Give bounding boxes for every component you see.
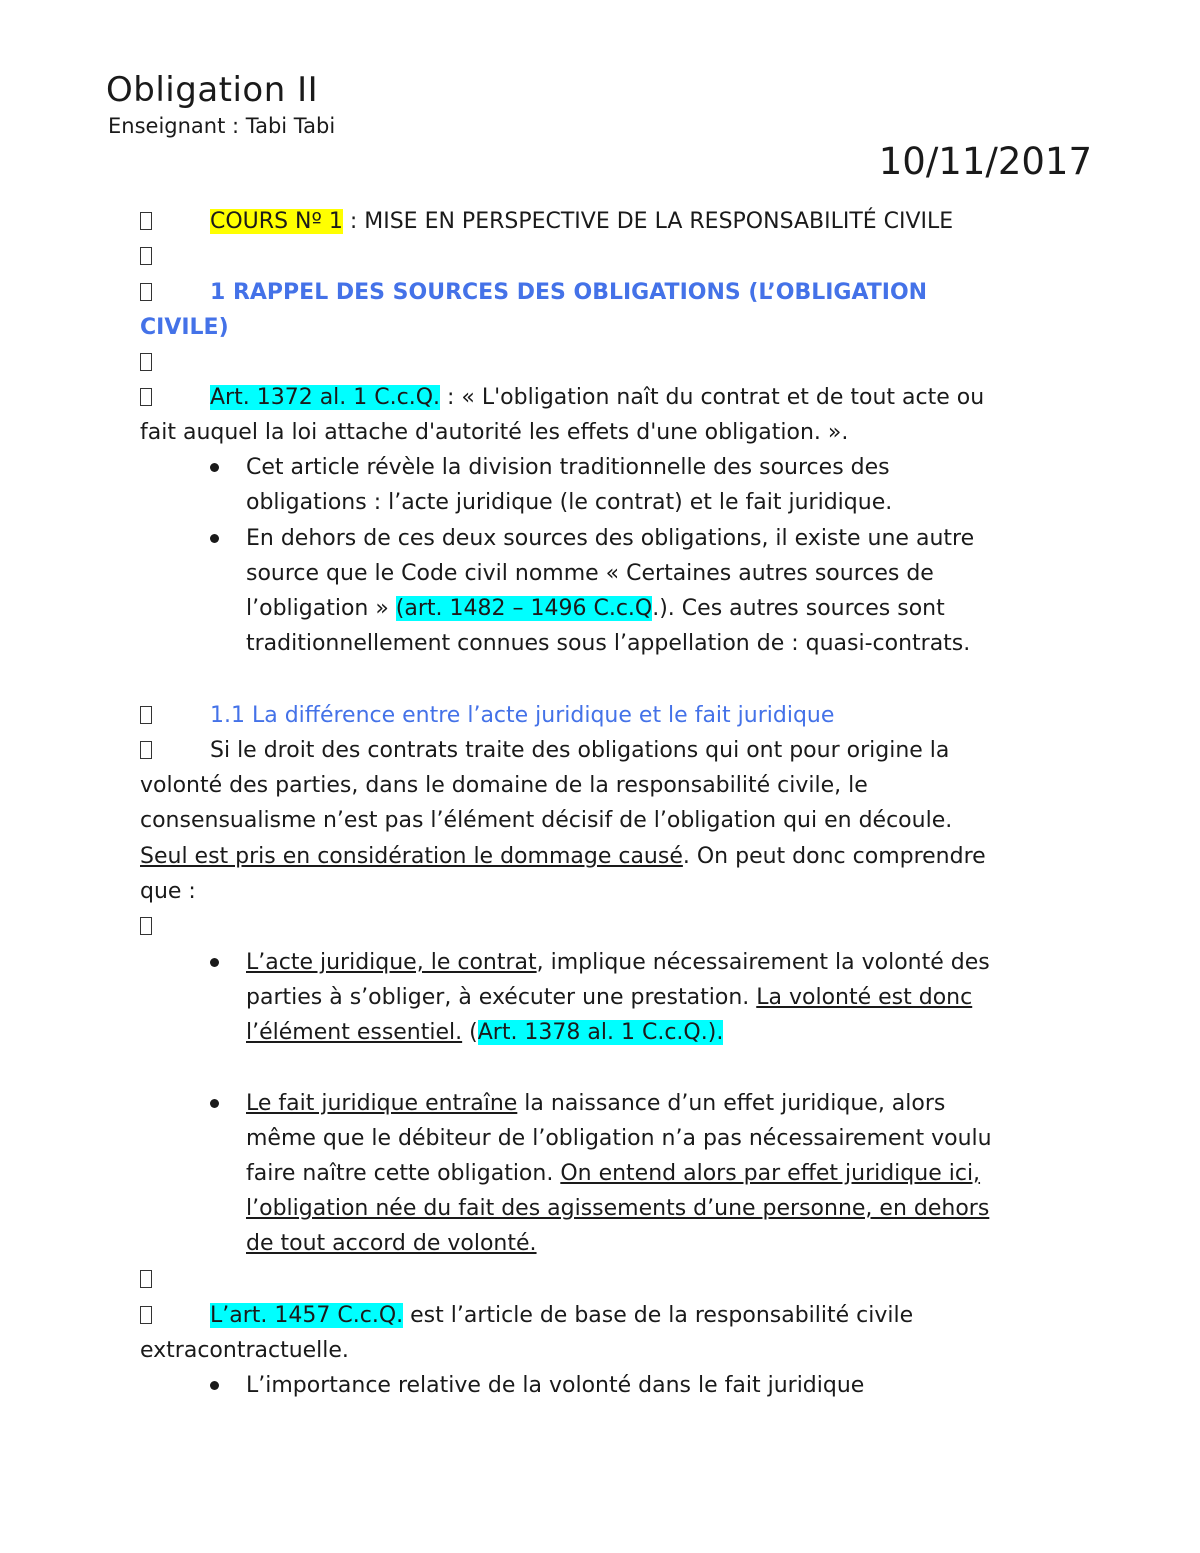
bullet-box-icon bbox=[140, 1270, 152, 1288]
art-1482-ref: (art. 1482 – 1496 C.c.Q bbox=[395, 596, 653, 621]
bullet-dot-icon bbox=[210, 958, 219, 967]
list-item: L’importance relative de la volonté dans le fait juridique bbox=[246, 1373, 865, 1398]
list-item: L’acte juridique, le contrat, implique nécessairement la volonté des parties à s’obliger, à exécuter une prestation. La volonté est donc l’élément essentiel. (Art. 1378 al. 1 C.c.Q.). bbox=[246, 950, 990, 1045]
bullet-box-icon bbox=[140, 1306, 152, 1324]
paragraph-line: Seul est pris en considération le dommage causé. On peut donc comprendre bbox=[140, 844, 986, 869]
section-1-heading: 1 RAPPEL DES SOURCES DES OBLIGATIONS (L’OBLIGATION bbox=[140, 275, 1070, 310]
art-1457-line: L’art. 1457 C.c.Q. est l’article de base de la responsabilité civile bbox=[140, 1298, 1070, 1333]
section-1-1-heading: 1.1 La différence entre l’acte juridique et le fait juridique bbox=[140, 698, 1070, 733]
art-1372-quote-cont: fait auquel la loi attache d'autorité les effets d'une obligation. ». bbox=[140, 420, 849, 445]
list-item: Le fait juridique entraîne la naissance d’un effet juridique, alors même que le débiteur de l’obligation n’a pas nécessairement voulu faire naître cette obligation. On entend alors par effet juridique ici, l’obligation née du fait des agissements d’une personne, en dehors de tout accord de volonté. bbox=[246, 1091, 992, 1256]
bullet-box-icon bbox=[140, 212, 152, 230]
paragraph-line: que : bbox=[140, 879, 196, 904]
document-date: 10/11/2017 bbox=[878, 140, 1092, 183]
teacher-line: Enseignant : Tabi Tabi bbox=[108, 114, 336, 138]
bullet-box-icon bbox=[140, 741, 152, 759]
bullet-dot-icon bbox=[210, 534, 219, 543]
bullet-dot-icon bbox=[210, 463, 219, 472]
document-title: Obligation II bbox=[106, 70, 319, 110]
list-item: Cet article révèle la division traditionnelle des sources des obligations : l’acte juridique (le contrat) et le fait juridique. bbox=[246, 455, 893, 515]
course-line bbox=[140, 204, 1070, 239]
empty-line bbox=[140, 345, 1070, 380]
paragraph-line: consensualisme n’est pas l’élément décisif de l’obligation qui en découle. bbox=[140, 808, 953, 833]
paragraph-line: extracontractuelle. bbox=[140, 1338, 349, 1363]
empty-line bbox=[140, 909, 1070, 944]
list-item: En dehors de ces deux sources des obligations, il existe une autre source que le Code civil nomme « Certaines autres sources de l’obligation » (art. 1482 – 1496 C.c.Q.). Ces autres sources sont traditionnellement connues sous l’appellation de : quasi-contrats. bbox=[246, 526, 975, 656]
empty-line bbox=[140, 1262, 1070, 1297]
paragraph-line: Si le droit des contrats traite des obligations qui ont pour origine la bbox=[140, 733, 1070, 768]
bullet-box-icon bbox=[140, 283, 152, 301]
art-1457-ref: L’art. 1457 C.c.Q. bbox=[210, 1303, 404, 1328]
course-title: : MISE EN PERSPECTIVE DE LA RESPONSABILITÉ CIVILE bbox=[342, 209, 954, 234]
course-label: COURS Nº 1 bbox=[210, 209, 343, 234]
bullet-dot-icon bbox=[210, 1099, 219, 1108]
art-1378-ref: Art. 1378 al. 1 C.c.Q.). bbox=[477, 1020, 724, 1045]
bullet-box-icon bbox=[140, 247, 152, 265]
art-1372-line: Art. 1372 al. 1 C.c.Q. : « L'obligation naît du contrat et de tout acte ou bbox=[140, 380, 1070, 415]
paragraph-line: volonté des parties, dans le domaine de la responsabilité civile, le bbox=[140, 773, 868, 798]
bullet-box-icon bbox=[140, 706, 152, 724]
bullet-box-icon bbox=[140, 353, 152, 371]
bullet-dot-icon bbox=[210, 1381, 219, 1390]
bullet-box-icon bbox=[140, 388, 152, 406]
bullet-box-icon bbox=[140, 917, 152, 935]
art-1372-ref: Art. 1372 al. 1 C.c.Q. bbox=[210, 385, 441, 410]
section-1-heading-cont: CIVILE) bbox=[140, 315, 229, 340]
empty-line bbox=[140, 239, 1070, 274]
